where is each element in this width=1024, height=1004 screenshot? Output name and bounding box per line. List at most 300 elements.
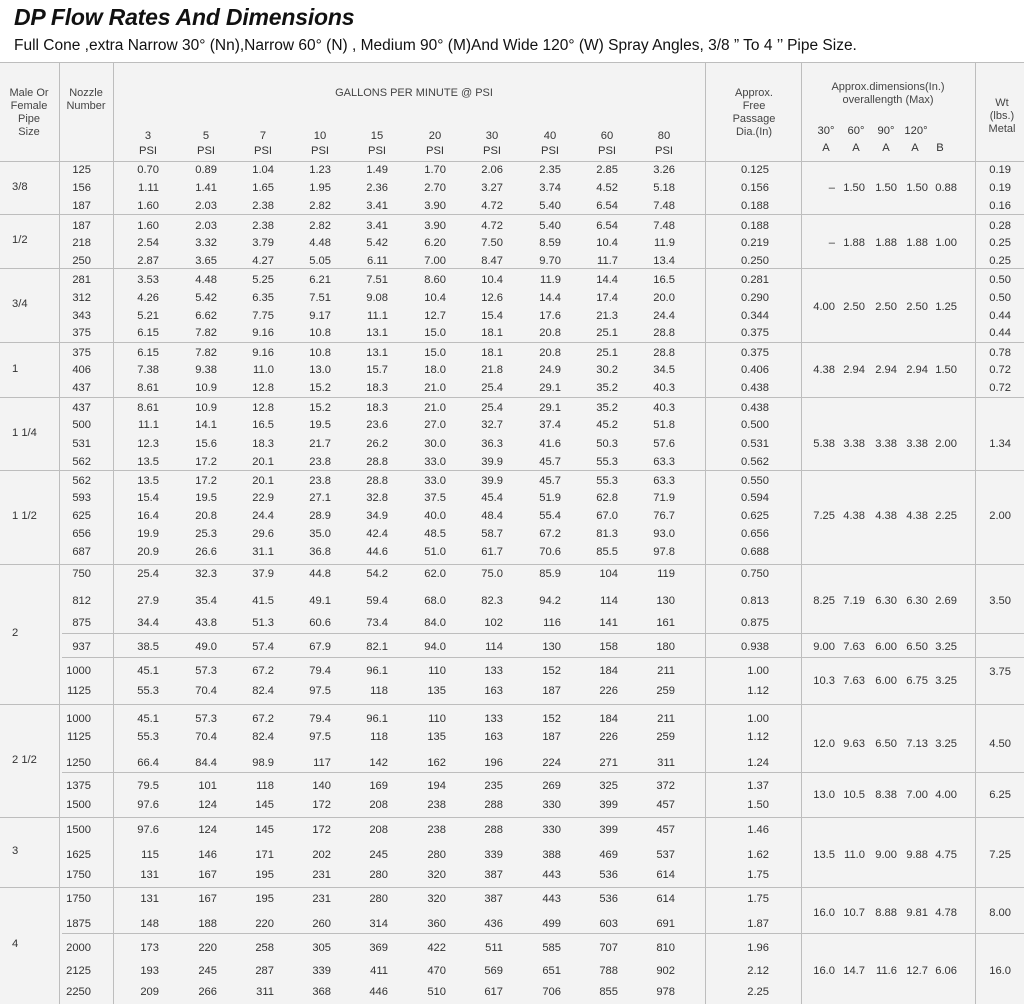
gpm-cell: 13.5 bbox=[137, 456, 159, 468]
gpm-cell: 4.48 bbox=[309, 237, 331, 249]
gpm-cell: 259 bbox=[656, 731, 675, 743]
gpm-cell: 399 bbox=[599, 824, 618, 836]
gpm-cell: 37.9 bbox=[252, 568, 274, 580]
gpm-cell: 17.2 bbox=[195, 456, 217, 468]
gpm-cell: 55.3 bbox=[137, 731, 159, 743]
gpm-cell: 11.1 bbox=[138, 419, 159, 431]
gpm-cell: 36.8 bbox=[309, 546, 331, 558]
gpm-cell: 9.70 bbox=[539, 255, 561, 267]
gpm-cell: 188 bbox=[198, 918, 217, 930]
gpm-cell: 8.47 bbox=[481, 255, 503, 267]
gpm-cell: 51.3 bbox=[252, 617, 274, 629]
dimension-cell: 9.81 bbox=[906, 907, 928, 919]
gpm-cell: 31.1 bbox=[252, 546, 274, 558]
gpm-cell: 13.1 bbox=[366, 327, 388, 339]
gpm-cell: 32.7 bbox=[481, 419, 503, 431]
dimension-cell: 1.25 bbox=[935, 301, 957, 313]
gpm-cell: 3.79 bbox=[252, 237, 274, 249]
weight-cell: 8.00 bbox=[989, 907, 1011, 919]
gpm-cell: 97.6 bbox=[137, 799, 159, 811]
gpm-cell: 118 bbox=[370, 731, 388, 743]
gpm-cell: 40.3 bbox=[653, 382, 675, 394]
passage-cell: 2.25 bbox=[747, 986, 769, 998]
psi-unit-label: PSI bbox=[540, 145, 560, 157]
gpm-cell: 27.9 bbox=[137, 595, 159, 607]
dimension-cell: 2.00 bbox=[935, 438, 957, 450]
gpm-cell: 173 bbox=[140, 942, 159, 954]
gpm-cell: 169 bbox=[369, 780, 388, 792]
dimension-cell: 5.38 bbox=[813, 438, 835, 450]
gpm-cell: 114 bbox=[485, 641, 503, 653]
gpm-cell: 1.04 bbox=[252, 164, 274, 176]
dimension-cell: 2.50 bbox=[875, 301, 897, 313]
passage-cell: 0.875 bbox=[741, 617, 769, 629]
gpm-cell: 133 bbox=[484, 713, 503, 725]
gpm-cell: 211 bbox=[657, 713, 675, 725]
dimension-cell: 9.88 bbox=[906, 849, 928, 861]
gpm-cell: 17.2 bbox=[195, 475, 217, 487]
nozzle-number-cell: 312 bbox=[72, 292, 91, 304]
gpm-cell: 6.11 bbox=[367, 255, 388, 267]
gpm-cell: 224 bbox=[542, 757, 561, 769]
gpm-cell: 124 bbox=[198, 799, 217, 811]
angle-label: 90° bbox=[877, 125, 895, 137]
nozzle-number-cell: 218 bbox=[72, 237, 91, 249]
gpm-cell: 45.1 bbox=[137, 665, 159, 677]
dimension-cell: 3.38 bbox=[906, 438, 928, 450]
gpm-cell: 6.21 bbox=[309, 274, 331, 286]
gpm-cell: 40.0 bbox=[424, 510, 446, 522]
gpm-cell: 45.1 bbox=[137, 713, 159, 725]
gpm-cell: 59.4 bbox=[366, 595, 388, 607]
gpm-cell: 15.7 bbox=[366, 364, 388, 376]
gpm-cell: 325 bbox=[599, 780, 618, 792]
gpm-cell: 15.2 bbox=[309, 382, 331, 394]
gpm-cell: 34.5 bbox=[653, 364, 675, 376]
gpm-cell: 5.40 bbox=[539, 220, 561, 232]
gpm-cell: 12.7 bbox=[424, 310, 446, 322]
psi-unit-label: PSI bbox=[654, 145, 674, 157]
dimension-cell: 14.7 bbox=[843, 965, 865, 977]
grid-line bbox=[0, 470, 1024, 471]
passage-cell: 0.375 bbox=[741, 347, 769, 359]
gpm-cell: 16.4 bbox=[137, 510, 159, 522]
passage-cell: 0.438 bbox=[741, 402, 769, 414]
gpm-cell: 171 bbox=[255, 849, 274, 861]
dimension-cell: 1.50 bbox=[906, 182, 928, 194]
grid-line bbox=[0, 268, 1024, 269]
gpm-cell: 97.5 bbox=[309, 685, 331, 697]
angle-label: 60° bbox=[847, 125, 865, 137]
gpm-cell: 3.41 bbox=[366, 200, 388, 212]
nozzle-number-cell: 1750 bbox=[66, 869, 91, 881]
dimension-cell: 1.88 bbox=[906, 237, 928, 249]
gpm-cell: 1.11 bbox=[138, 182, 159, 194]
gpm-cell: 35.2 bbox=[596, 402, 618, 414]
gpm-cell: 11.9 bbox=[540, 274, 561, 286]
gpm-cell: 208 bbox=[369, 824, 388, 836]
gpm-cell: 57.4 bbox=[252, 641, 274, 653]
dimension-cell: 12.0 bbox=[813, 738, 835, 750]
gpm-cell: 259 bbox=[656, 685, 675, 697]
gpm-cell: 195 bbox=[255, 893, 274, 905]
gpm-cell: 2.03 bbox=[195, 200, 217, 212]
gpm-cell: 4.72 bbox=[481, 220, 503, 232]
gpm-cell: 9.17 bbox=[309, 310, 331, 322]
nozzle-number-cell: 281 bbox=[72, 274, 91, 286]
weight-cell: 0.19 bbox=[989, 164, 1011, 176]
gpm-cell: 96.1 bbox=[366, 713, 388, 725]
gpm-cell: 184 bbox=[599, 665, 618, 677]
weight-cell: 0.25 bbox=[989, 237, 1011, 249]
gpm-cell: 457 bbox=[656, 799, 675, 811]
gpm-cell: 436 bbox=[484, 918, 503, 930]
nozzle-number-cell: 437 bbox=[72, 382, 91, 394]
gpm-cell: 855 bbox=[599, 986, 618, 998]
gpm-cell: 2.38 bbox=[252, 220, 274, 232]
pipe-size-cell: 4 bbox=[12, 938, 19, 950]
pipe-size-cell: 1 1/4 bbox=[12, 426, 37, 439]
gpm-cell: 457 bbox=[656, 824, 675, 836]
grid-line bbox=[0, 161, 1024, 162]
gpm-cell: 58.7 bbox=[481, 528, 503, 540]
gpm-cell: 260 bbox=[312, 918, 331, 930]
gpm-cell: 63.3 bbox=[653, 456, 675, 468]
dimension-cell: 9.00 bbox=[875, 849, 897, 861]
gpm-cell: 245 bbox=[198, 965, 217, 977]
gpm-cell: 163 bbox=[484, 685, 503, 697]
gpm-cell: 9.16 bbox=[252, 327, 274, 339]
gpm-cell: 41.6 bbox=[539, 438, 561, 450]
gpm-cell: 2.35 bbox=[539, 164, 561, 176]
gpm-cell: 21.7 bbox=[309, 438, 331, 450]
gpm-cell: 614 bbox=[656, 893, 675, 905]
grid-line bbox=[62, 933, 1024, 934]
gpm-cell: 510 bbox=[427, 986, 446, 998]
grid-line bbox=[801, 63, 802, 1004]
gpm-cell: 280 bbox=[369, 893, 388, 905]
psi-value-label: 60 bbox=[600, 130, 614, 142]
gpm-cell: 94.2 bbox=[539, 595, 561, 607]
gpm-cell: 45.7 bbox=[539, 456, 561, 468]
gpm-cell: 67.2 bbox=[539, 528, 561, 540]
weight-cell: 4.50 bbox=[989, 738, 1011, 750]
dimension-cell: 8.88 bbox=[875, 907, 897, 919]
gpm-cell: 93.0 bbox=[653, 528, 675, 540]
gpm-cell: 25.4 bbox=[481, 402, 503, 414]
gpm-cell: 102 bbox=[484, 617, 503, 629]
grid-line bbox=[0, 342, 1024, 343]
gpm-cell: 114 bbox=[600, 595, 618, 607]
gpm-cell: 226 bbox=[599, 685, 618, 697]
gpm-cell: 8.60 bbox=[424, 274, 446, 286]
weight-cell: 1.34 bbox=[989, 438, 1011, 450]
passage-cell: 0.531 bbox=[741, 438, 769, 450]
psi-value-label: 40 bbox=[543, 130, 557, 142]
gpm-cell: 469 bbox=[599, 849, 618, 861]
gpm-cell: 41.5 bbox=[252, 595, 274, 607]
passage-cell: 0.290 bbox=[741, 292, 769, 304]
passage-cell: 1.50 bbox=[747, 799, 769, 811]
gpm-cell: 37.4 bbox=[539, 419, 561, 431]
gpm-cell: 67.0 bbox=[596, 510, 618, 522]
gpm-cell: 50.3 bbox=[596, 438, 618, 450]
gpm-cell: 14.4 bbox=[596, 274, 618, 286]
dimension-cell: 2.25 bbox=[935, 510, 957, 522]
dimension-cell: 3.25 bbox=[935, 738, 957, 750]
gpm-cell: 2.82 bbox=[309, 220, 331, 232]
gpm-cell: 24.4 bbox=[252, 510, 274, 522]
passage-cell: 1.75 bbox=[747, 869, 769, 881]
gpm-cell: 810 bbox=[656, 942, 675, 954]
dimension-cell: 10.5 bbox=[843, 789, 865, 801]
gpm-cell: 118 bbox=[370, 685, 388, 697]
passage-cell: 0.250 bbox=[741, 255, 769, 267]
gpm-cell: 10.9 bbox=[195, 402, 217, 414]
weight-cell: 6.25 bbox=[989, 789, 1011, 801]
gpm-cell: 1.65 bbox=[252, 182, 274, 194]
gpm-cell: 18.3 bbox=[366, 402, 388, 414]
gpm-cell: 537 bbox=[656, 849, 675, 861]
nozzle-number-cell: 187 bbox=[72, 220, 91, 232]
gpm-cell: 54.2 bbox=[366, 568, 388, 580]
dim-letter-label: A bbox=[822, 142, 830, 154]
gpm-cell: 24.9 bbox=[539, 364, 561, 376]
gpm-cell: 258 bbox=[255, 942, 274, 954]
grid-line bbox=[705, 63, 706, 1004]
gpm-cell: 85.9 bbox=[539, 568, 561, 580]
gpm-cell: 305 bbox=[312, 942, 331, 954]
grid-line bbox=[975, 63, 976, 1004]
gpm-cell: 110 bbox=[428, 713, 446, 725]
gpm-cell: 1.70 bbox=[424, 164, 446, 176]
grid-line bbox=[113, 63, 114, 1004]
gpm-cell: 6.54 bbox=[596, 200, 618, 212]
nozzle-number-cell: 1125 bbox=[66, 731, 91, 743]
grid-line bbox=[0, 214, 1024, 215]
gpm-cell: 24.4 bbox=[653, 310, 675, 322]
gpm-cell: 51.8 bbox=[653, 419, 675, 431]
gpm-cell: 18.3 bbox=[366, 382, 388, 394]
gpm-cell: 5.40 bbox=[539, 200, 561, 212]
gpm-cell: 536 bbox=[599, 869, 618, 881]
gpm-cell: 3.27 bbox=[481, 182, 503, 194]
gpm-cell: 10.4 bbox=[424, 292, 446, 304]
nozzle-number-cell: 2000 bbox=[66, 942, 91, 954]
gpm-cell: 372 bbox=[656, 780, 675, 792]
dimension-cell: 7.00 bbox=[906, 789, 928, 801]
gpm-cell: 33.0 bbox=[424, 456, 446, 468]
gpm-cell: 28.8 bbox=[653, 347, 675, 359]
passage-cell: 1.96 bbox=[747, 942, 769, 954]
gpm-cell: 788 bbox=[599, 965, 618, 977]
page-subtitle: Full Cone ,extra Narrow 30° (Nn),Narrow 60° (N) , Medium 90° (M)And Wide 120° (W) Spray Angles, 3/8 ” To 4 ’’ Pipe Size. bbox=[14, 37, 857, 54]
psi-unit-label: PSI bbox=[425, 145, 445, 157]
dimension-cell: 8.38 bbox=[875, 789, 897, 801]
psi-unit-label: PSI bbox=[196, 145, 216, 157]
nozzle-number-cell: 1625 bbox=[66, 849, 91, 861]
dimension-cell: 2.94 bbox=[906, 364, 928, 376]
dimension-cell: 11.0 bbox=[844, 849, 865, 861]
passage-cell: 0.813 bbox=[741, 595, 769, 607]
gpm-cell: 57.3 bbox=[195, 665, 217, 677]
grid-line bbox=[0, 704, 1024, 705]
passage-header: Approx. Free Passage Dia.(In) bbox=[732, 87, 776, 138]
gpm-cell: 21.8 bbox=[481, 364, 503, 376]
dimension-cell: – bbox=[828, 237, 835, 249]
gpm-cell: 193 bbox=[140, 965, 159, 977]
passage-cell: 0.219 bbox=[741, 237, 769, 249]
gpm-cell: 161 bbox=[656, 617, 675, 629]
gpm-cell: 1.60 bbox=[137, 200, 159, 212]
gpm-cell: 11.1 bbox=[367, 310, 388, 322]
nozzle-number-cell: 875 bbox=[72, 617, 91, 629]
gpm-cell: 84.0 bbox=[424, 617, 446, 629]
gpm-cell: 28.8 bbox=[653, 327, 675, 339]
nozzle-number-cell: 687 bbox=[72, 546, 91, 558]
nozzle-number-cell: 156 bbox=[72, 182, 91, 194]
gpm-cell: 97.6 bbox=[137, 824, 159, 836]
psi-unit-label: PSI bbox=[253, 145, 273, 157]
gpm-cell: 101 bbox=[198, 780, 217, 792]
gpm-cell: 19.5 bbox=[195, 492, 217, 504]
gpm-cell: 29.1 bbox=[539, 402, 561, 414]
gpm-cell: 32.3 bbox=[195, 568, 217, 580]
gpm-cell: 118 bbox=[256, 780, 274, 792]
gpm-cell: 145 bbox=[255, 824, 274, 836]
gpm-cell: 34.4 bbox=[137, 617, 159, 629]
gpm-cell: 23.8 bbox=[309, 475, 331, 487]
gpm-cell: 4.48 bbox=[195, 274, 217, 286]
dimension-cell: 2.69 bbox=[935, 595, 957, 607]
passage-cell: 1.12 bbox=[747, 685, 769, 697]
gpm-cell: 5.18 bbox=[653, 182, 675, 194]
passage-cell: 0.562 bbox=[741, 456, 769, 468]
gpm-cell: 5.21 bbox=[137, 310, 159, 322]
passage-cell: 0.625 bbox=[741, 510, 769, 522]
gpm-cell: 2.54 bbox=[137, 237, 159, 249]
weight-cell: 0.72 bbox=[989, 364, 1011, 376]
dimension-cell: 0.88 bbox=[935, 182, 957, 194]
pipe-size-header: Male Or Female Pipe Size bbox=[9, 87, 49, 138]
gpm-cell: 3.65 bbox=[195, 255, 217, 267]
nozzle-number-cell: 593 bbox=[72, 492, 91, 504]
gpm-cell: 70.4 bbox=[195, 685, 217, 697]
gpm-cell: 6.35 bbox=[252, 292, 274, 304]
gpm-cell: 44.6 bbox=[366, 546, 388, 558]
gpm-cell: 208 bbox=[369, 799, 388, 811]
dimension-cell: 9.00 bbox=[813, 641, 835, 653]
gpm-cell: 7.00 bbox=[424, 255, 446, 267]
weight-cell: 7.25 bbox=[989, 849, 1011, 861]
nozzle-number-cell: 625 bbox=[72, 510, 91, 522]
gpm-cell: 84.4 bbox=[195, 757, 217, 769]
dimension-cell: 1.50 bbox=[935, 364, 957, 376]
gpm-cell: 7.51 bbox=[309, 292, 331, 304]
gpm-cell: 9.38 bbox=[195, 364, 217, 376]
gpm-cell: 117 bbox=[313, 757, 331, 769]
gpm-cell: 360 bbox=[427, 918, 446, 930]
gpm-cell: 1.60 bbox=[137, 220, 159, 232]
gpm-cell: 2.87 bbox=[137, 255, 159, 267]
gpm-cell: 443 bbox=[542, 893, 561, 905]
gpm-cell: 617 bbox=[484, 986, 503, 998]
nozzle-number-cell: 656 bbox=[72, 528, 91, 540]
nozzle-number-cell: 406 bbox=[72, 364, 91, 376]
passage-cell: 1.46 bbox=[747, 824, 769, 836]
gpm-cell: 57.6 bbox=[653, 438, 675, 450]
weight-cell: 3.75 bbox=[989, 666, 1011, 678]
dimension-cell: 6.06 bbox=[935, 965, 957, 977]
gpm-cell: 135 bbox=[427, 685, 446, 697]
gpm-cell: 1.95 bbox=[309, 182, 331, 194]
dimension-cell: 3.25 bbox=[935, 675, 957, 687]
gpm-cell: 691 bbox=[656, 918, 675, 930]
psi-value-label: 20 bbox=[428, 130, 442, 142]
passage-cell: 0.125 bbox=[741, 164, 769, 176]
passage-cell: 1.24 bbox=[747, 757, 769, 769]
psi-unit-label: PSI bbox=[310, 145, 330, 157]
dimension-cell: 6.00 bbox=[875, 675, 897, 687]
gpm-cell: 388 bbox=[542, 849, 561, 861]
gpm-cell: 8.59 bbox=[539, 237, 561, 249]
dimension-cell: 4.78 bbox=[935, 907, 957, 919]
gpm-cell: 67.2 bbox=[252, 713, 274, 725]
gpm-cell: 27.1 bbox=[309, 492, 331, 504]
gpm-cell: 82.4 bbox=[252, 685, 274, 697]
gpm-cell: 55.3 bbox=[137, 685, 159, 697]
gpm-cell: 76.7 bbox=[653, 510, 675, 522]
nozzle-number-cell: 1750 bbox=[66, 893, 91, 905]
pipe-size-cell: 2 bbox=[12, 627, 19, 639]
gpm-cell: 14.1 bbox=[195, 419, 217, 431]
dim-letter-label: A bbox=[882, 142, 890, 154]
dimension-cell: 1.88 bbox=[875, 237, 897, 249]
weight-header: Wt (lbs.) Metal bbox=[988, 97, 1016, 135]
gpm-cell: 202 bbox=[312, 849, 331, 861]
gpm-cell: 79.5 bbox=[137, 780, 159, 792]
gpm-cell: 172 bbox=[312, 799, 331, 811]
gpm-cell: 311 bbox=[657, 757, 675, 769]
gpm-cell: 2.82 bbox=[309, 200, 331, 212]
gpm-cell: 152 bbox=[542, 665, 561, 677]
gpm-cell: 38.5 bbox=[137, 641, 159, 653]
gpm-cell: 7.75 bbox=[252, 310, 274, 322]
nozzle-number-cell: 1000 bbox=[66, 665, 91, 677]
gpm-cell: 3.90 bbox=[424, 220, 446, 232]
gpm-cell: 187 bbox=[542, 685, 561, 697]
psi-value-label: 15 bbox=[370, 130, 384, 142]
flow-rates-table bbox=[0, 62, 1024, 1004]
gpm-cell: 3.26 bbox=[653, 164, 675, 176]
nozzle-number-cell: 187 bbox=[72, 200, 91, 212]
passage-cell: 2.12 bbox=[747, 965, 769, 977]
nozzle-number-cell: 1125 bbox=[66, 685, 91, 697]
gpm-cell: 145 bbox=[255, 799, 274, 811]
gpm-cell: 11.7 bbox=[597, 255, 618, 267]
passage-cell: 0.188 bbox=[741, 220, 769, 232]
gpm-cell: 6.62 bbox=[195, 310, 217, 322]
gpm-cell: 141 bbox=[599, 617, 618, 629]
weight-cell: 0.19 bbox=[989, 182, 1011, 194]
passage-cell: 0.500 bbox=[741, 419, 769, 431]
angle-label: 120° bbox=[904, 125, 928, 137]
gpm-cell: 399 bbox=[599, 799, 618, 811]
nozzle-number-cell: 2250 bbox=[66, 986, 91, 998]
psi-value-label: 30 bbox=[485, 130, 499, 142]
gpm-cell: 39.9 bbox=[481, 475, 503, 487]
gpm-cell: 119 bbox=[657, 568, 675, 580]
